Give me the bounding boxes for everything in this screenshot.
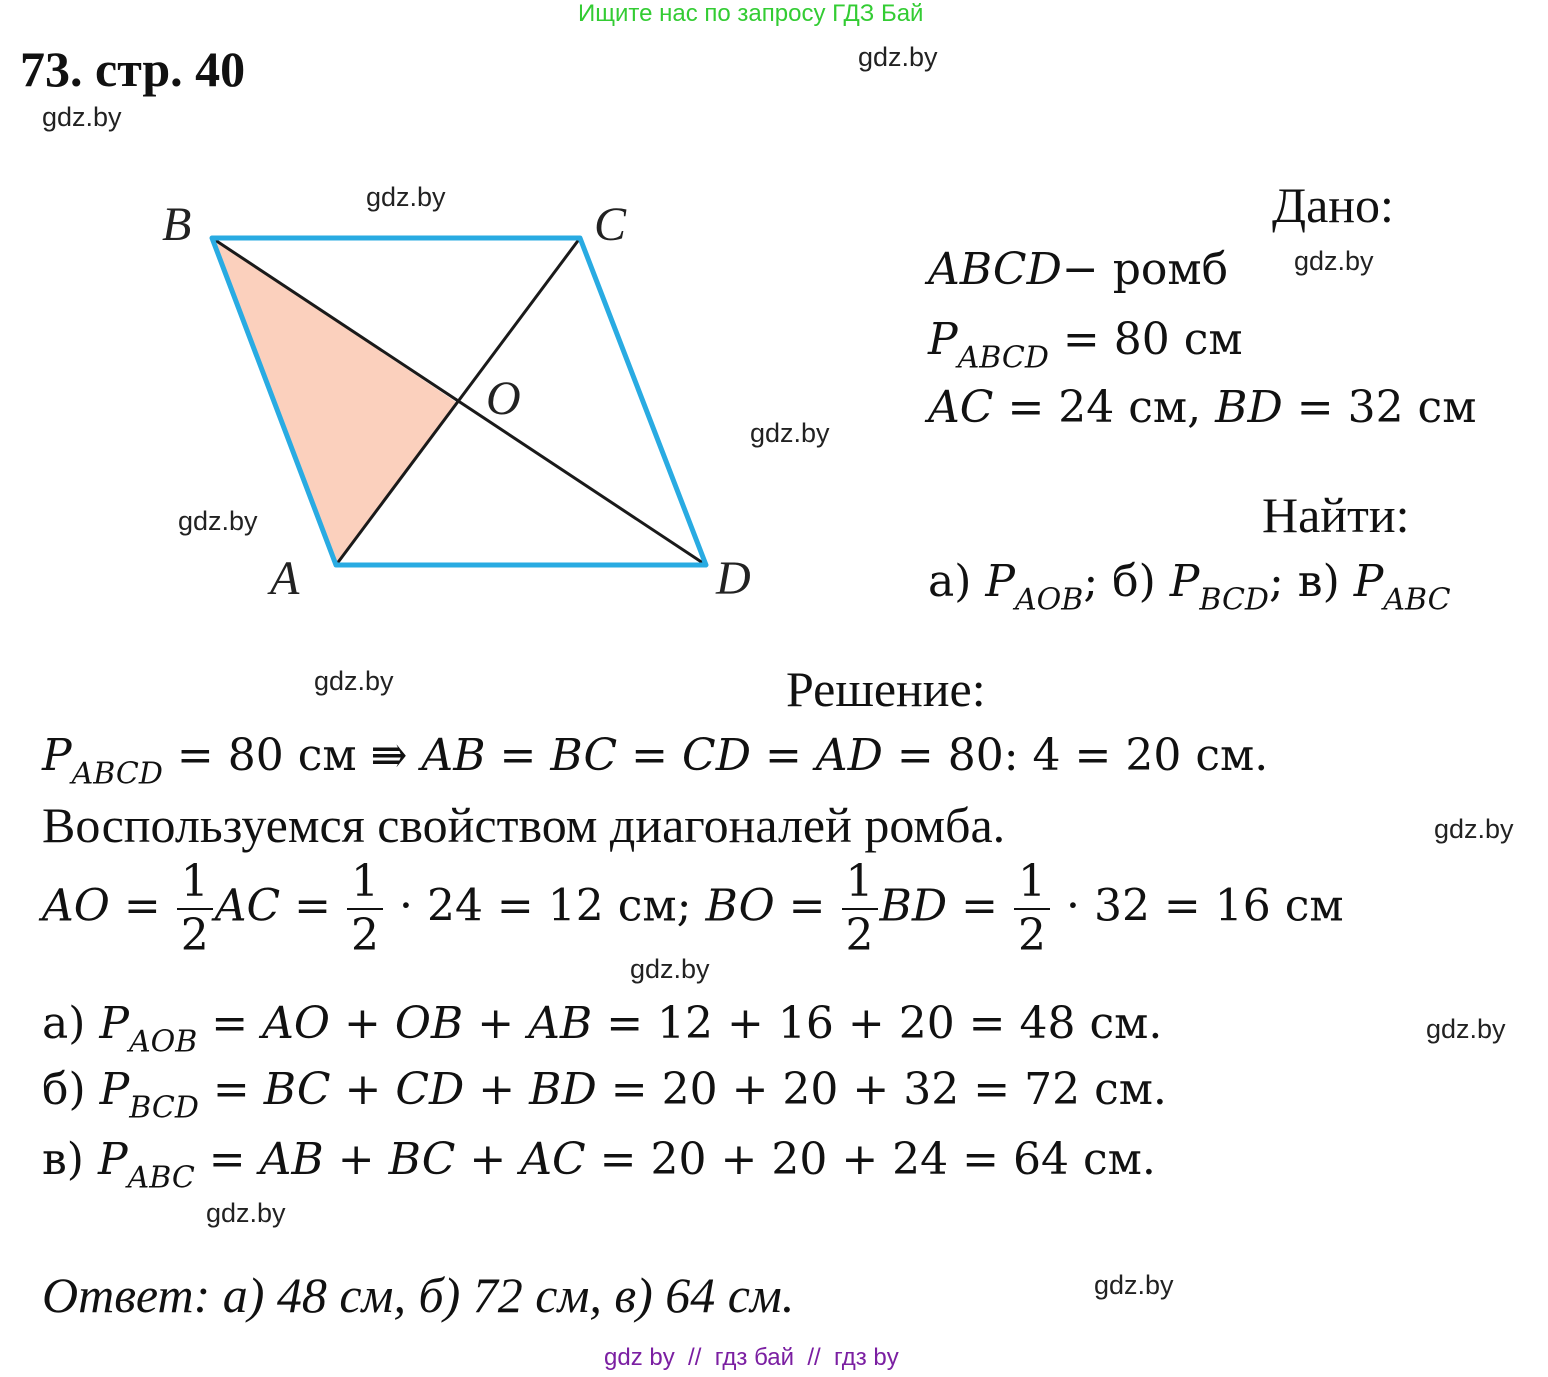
find-label-c: ; в) bbox=[1268, 556, 1354, 607]
given-line-3 bbox=[928, 382, 1476, 433]
watermark: gdz.by bbox=[858, 42, 938, 72]
vertex-label-o: O bbox=[486, 372, 521, 425]
solc-expr: = AB + BC + AC bbox=[194, 1134, 586, 1185]
sola-p: P bbox=[99, 998, 129, 1049]
solution-line-3 bbox=[42, 856, 1344, 961]
vertex-label-c: C bbox=[594, 198, 627, 251]
fraction-num: 1 bbox=[842, 860, 878, 910]
sol3-eq: = bbox=[280, 880, 345, 932]
sol3-mid1: · 24 = 12 см; bbox=[385, 880, 706, 932]
sol3-bo: BO bbox=[705, 880, 775, 932]
find-p-symbol: P bbox=[985, 556, 1015, 607]
find-sub-abc: ABC bbox=[1383, 582, 1451, 618]
sol1-end: = 80: 4 = 20 см. bbox=[882, 730, 1269, 781]
solution-line-2: Воспользуемся свойством диагоналей ромба. bbox=[42, 797, 1006, 853]
fraction-num: 1 bbox=[1014, 860, 1050, 910]
given-figure-type: − ромб bbox=[1061, 244, 1229, 295]
vertex-label-b: B bbox=[162, 198, 192, 251]
fraction-num: 1 bbox=[347, 860, 383, 910]
fraction-num: 1 bbox=[177, 860, 213, 910]
solution-header: Решение: bbox=[786, 661, 986, 717]
fraction-den: 2 bbox=[180, 910, 209, 961]
answer-line: Ответ: а) 48 см, б) 72 см, в) 64 см. bbox=[42, 1267, 795, 1323]
fraction-half bbox=[842, 856, 878, 961]
given-line-1 bbox=[928, 244, 1228, 295]
watermark: gdz.by bbox=[630, 954, 710, 984]
solc-label: в) bbox=[42, 1134, 98, 1185]
watermark: gdz.by bbox=[42, 102, 122, 132]
sola-nums: = 12 + 16 + 20 = 48 см. bbox=[592, 998, 1163, 1049]
fraction-half bbox=[1014, 856, 1050, 961]
sola-expr: = AO + OB + AB bbox=[197, 998, 593, 1049]
watermark: gdz.by bbox=[178, 506, 258, 536]
sol1-sides-eq: AB = BC = CD = AD bbox=[421, 730, 883, 781]
find-p-symbol: P bbox=[1353, 556, 1384, 607]
fraction-half bbox=[177, 856, 213, 961]
sol3-eq: = bbox=[109, 880, 175, 932]
solution-line-b bbox=[42, 1064, 1167, 1126]
watermark: gdz.by bbox=[366, 182, 446, 212]
solc-nums: = 20 + 20 + 24 = 64 см. bbox=[585, 1134, 1156, 1185]
top-banner: Ищите нас по запросу ГДЗ Бай bbox=[578, 0, 924, 27]
sola-sub: AOB bbox=[129, 1024, 198, 1060]
solb-sub: BCD bbox=[129, 1090, 199, 1126]
triangle-aob-fill bbox=[212, 238, 456, 565]
given-header: Дано: bbox=[1272, 177, 1394, 233]
given-perimeter-symbol: P bbox=[928, 314, 958, 365]
given-perimeter-value: = 80 см bbox=[1048, 314, 1243, 365]
watermark: gdz.by bbox=[1294, 246, 1374, 276]
fraction-den: 2 bbox=[845, 910, 874, 961]
find-p-symbol: P bbox=[1169, 556, 1200, 607]
solc-p: P bbox=[97, 1134, 128, 1185]
footer-links[interactable]: gdz by // гдз бай // гдз by bbox=[604, 1344, 899, 1371]
solb-nums: = 20 + 20 + 32 = 72 см. bbox=[596, 1064, 1167, 1115]
given-ac: AC bbox=[928, 382, 994, 433]
solc-sub: ABC bbox=[127, 1160, 195, 1196]
find-sub-aob: AOB bbox=[1015, 582, 1084, 618]
given-line-2 bbox=[928, 314, 1243, 376]
given-bd: BD bbox=[1215, 382, 1283, 433]
solution-line-a bbox=[42, 998, 1162, 1060]
fraction-den: 2 bbox=[1018, 910, 1046, 961]
problem-title: 73. стр. 40 bbox=[20, 41, 246, 97]
watermark: gdz.by bbox=[314, 666, 394, 696]
sol3-ao: AO bbox=[42, 880, 110, 932]
sol3-bd: BD bbox=[879, 880, 948, 932]
sol1-sub: ABCD bbox=[71, 756, 163, 792]
sol1-mid: = 80 см ⇛ bbox=[162, 730, 422, 781]
sol3-eq: = bbox=[774, 880, 840, 932]
solb-expr: = BC + CD + BD bbox=[198, 1064, 597, 1115]
watermark: gdz.by bbox=[1434, 814, 1514, 844]
given-ac-value: = 24 см, bbox=[993, 382, 1216, 433]
given-perimeter-subscript: ABCD bbox=[957, 340, 1049, 376]
watermark: gdz.by bbox=[206, 1198, 286, 1228]
sol1-p: P bbox=[42, 730, 72, 781]
rhombus-figure bbox=[150, 190, 790, 610]
find-label-a: а) bbox=[928, 556, 986, 607]
sola-label: а) bbox=[42, 998, 100, 1049]
given-figure-name: ABCD bbox=[928, 244, 1062, 295]
sol3-ac: AC bbox=[214, 880, 281, 932]
solb-p: P bbox=[99, 1064, 130, 1115]
solution-line-1 bbox=[42, 730, 1268, 792]
vertex-label-a: A bbox=[270, 552, 300, 605]
find-label-b: ; б) bbox=[1083, 556, 1170, 607]
find-header: Найти: bbox=[1262, 487, 1410, 543]
find-sub-bcd: BCD bbox=[1199, 582, 1269, 618]
watermark: gdz.by bbox=[1426, 1014, 1506, 1044]
watermark: gdz.by bbox=[750, 418, 830, 448]
given-bd-value: = 32 см bbox=[1282, 382, 1477, 433]
fraction-den: 2 bbox=[351, 910, 379, 961]
sol3-mid2: · 32 = 16 см bbox=[1052, 880, 1344, 932]
find-line bbox=[928, 556, 1451, 618]
watermark: gdz.by bbox=[1094, 1270, 1174, 1300]
solb-label: б) bbox=[42, 1064, 100, 1115]
fraction-half bbox=[347, 856, 383, 961]
vertex-label-d: D bbox=[716, 552, 751, 605]
solution-line-c bbox=[42, 1134, 1156, 1196]
sol3-eq: = bbox=[947, 880, 1012, 932]
